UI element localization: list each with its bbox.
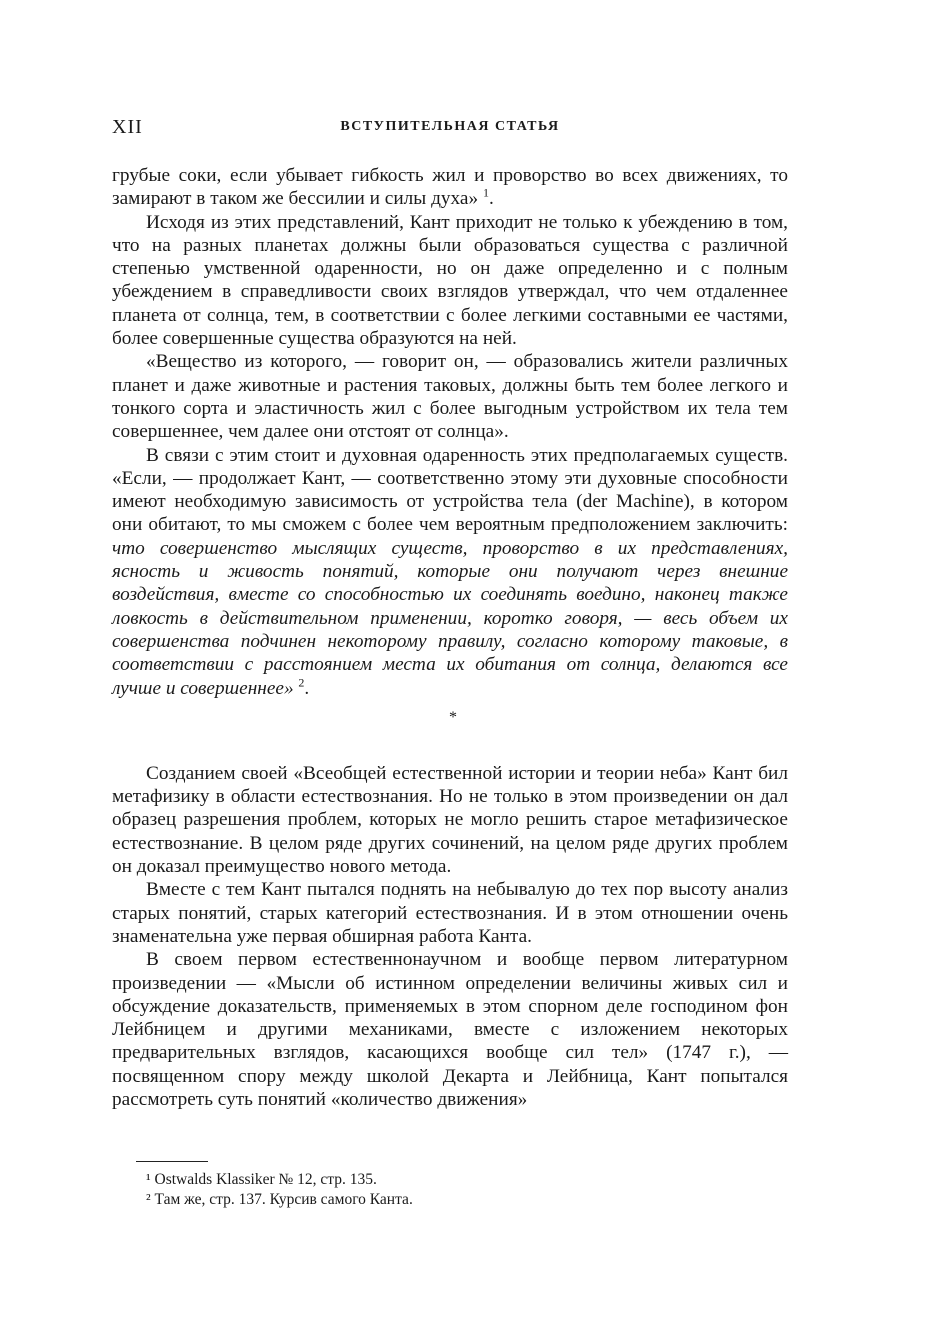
paragraph-2: Исходя из этих представлений, Кант приходит не только к убеждению в том, что на разных планетах должны были образоваться существа с различной степенью умственной одаренности, но он даже определенно и с полным убеждением в справедливости своих взглядов утверждал, что чем отдаленнее планета от солнца, тем, в соответствии с более легкими составными ее частями, более совершенные существа образуются на ней. [112, 211, 788, 350]
paragraph-3: «Вещество из которого, — говорит он, — образовались жители различных планет и даже животные и растения таковых, должны быть тем более легкого и тонкого сорта и эластичность жил с более выгодным устройством их тела тем совершеннее, чем далее они отстоят от солнца». [112, 351, 788, 443]
footnote-divider [136, 1161, 208, 1162]
paragraph-1 [112, 164, 788, 211]
footnote-ref-2: 2 [298, 675, 305, 690]
paragraph-4-tail: . [304, 677, 310, 699]
footnote-1: ¹ Ostwalds Klassiker № 12, стр. 135. [146, 1171, 377, 1188]
footnotes [146, 1170, 766, 1210]
section-separator: * [449, 708, 457, 726]
paragraph-6: Вместе с тем Кант пытался поднять на небывалую до тех пор высоту анализ старых понятий, старых категорий естествознания. И в этом отношении очень знаменательна уже первая обширная работа Канта. [112, 879, 788, 947]
paragraph-5: Созданием своей «Всеобщей естественной истории и теории неба» Кант бил метафизику в области естествознания. Но не только в этом произведении он дал образец разрешения проблем, которых не могло решить старое метафизическое естествознание. В целом ряде других сочинений, на целом ряде других проблем он доказал преимущество нового метода. [112, 762, 788, 878]
paragraph-1-text: грубые соки, если убывает гибкость жил и проворство во всех движениях, то замирают в таком же бессилии и силы духа» [112, 165, 788, 210]
paragraph-7: В своем первом естественнонаучном и вообще первом литературном произведении — «Мысли об истинном определении величины живых сил и обсуждение доказательств, применяемых в этом спорном деле господином фон Лейбницем и другими механиками, вместе с изложением некоторых предварительных взглядов, касающихся вообще сил тел» (1747 г.), — посвященном спору между школой Декарта и Лейбница, Кант попытался рассмотреть суть понятий «количество движения» [112, 949, 788, 1110]
paragraph-4 [112, 444, 788, 700]
footnote-ref-1: 1 [482, 185, 489, 200]
running-title: ВСТУПИТЕЛЬНАЯ СТАТЬЯ [340, 119, 560, 134]
page-header [112, 116, 788, 142]
page-number: XII [112, 116, 143, 138]
page-body [112, 164, 788, 1111]
paragraph-4-lead: В связи с этим стоит и духовная одаренность этих предполагаемых существ. «Если, — продолжает Кант, — соответственно этому эти духовные способности имеют необходимую зависимость от устройства тела (der Machine), в котором они обитают, то мы сможем с более чем вероятным предположением заключить: [112, 444, 788, 536]
footnote-2: ² Там же, стр. 137. Курсив самого Канта. [146, 1191, 413, 1208]
paragraph-4-italic-quote: что совершенство мыслящих существ, проворство в их представлениях, ясность и живость понятий, которые они получают через внешние воздействия, вместе со способностью их соединять воедино, наконец также ловкость в действительном применении, коротко говоря, — весь объем их совершенства подчинен некоторому правилу, согласно которому таковые, в соответствии с расстоянием места их обитания от солнца, делаются все лучше и совершеннее» [112, 537, 788, 699]
paragraph-1-tail: . [488, 188, 494, 210]
